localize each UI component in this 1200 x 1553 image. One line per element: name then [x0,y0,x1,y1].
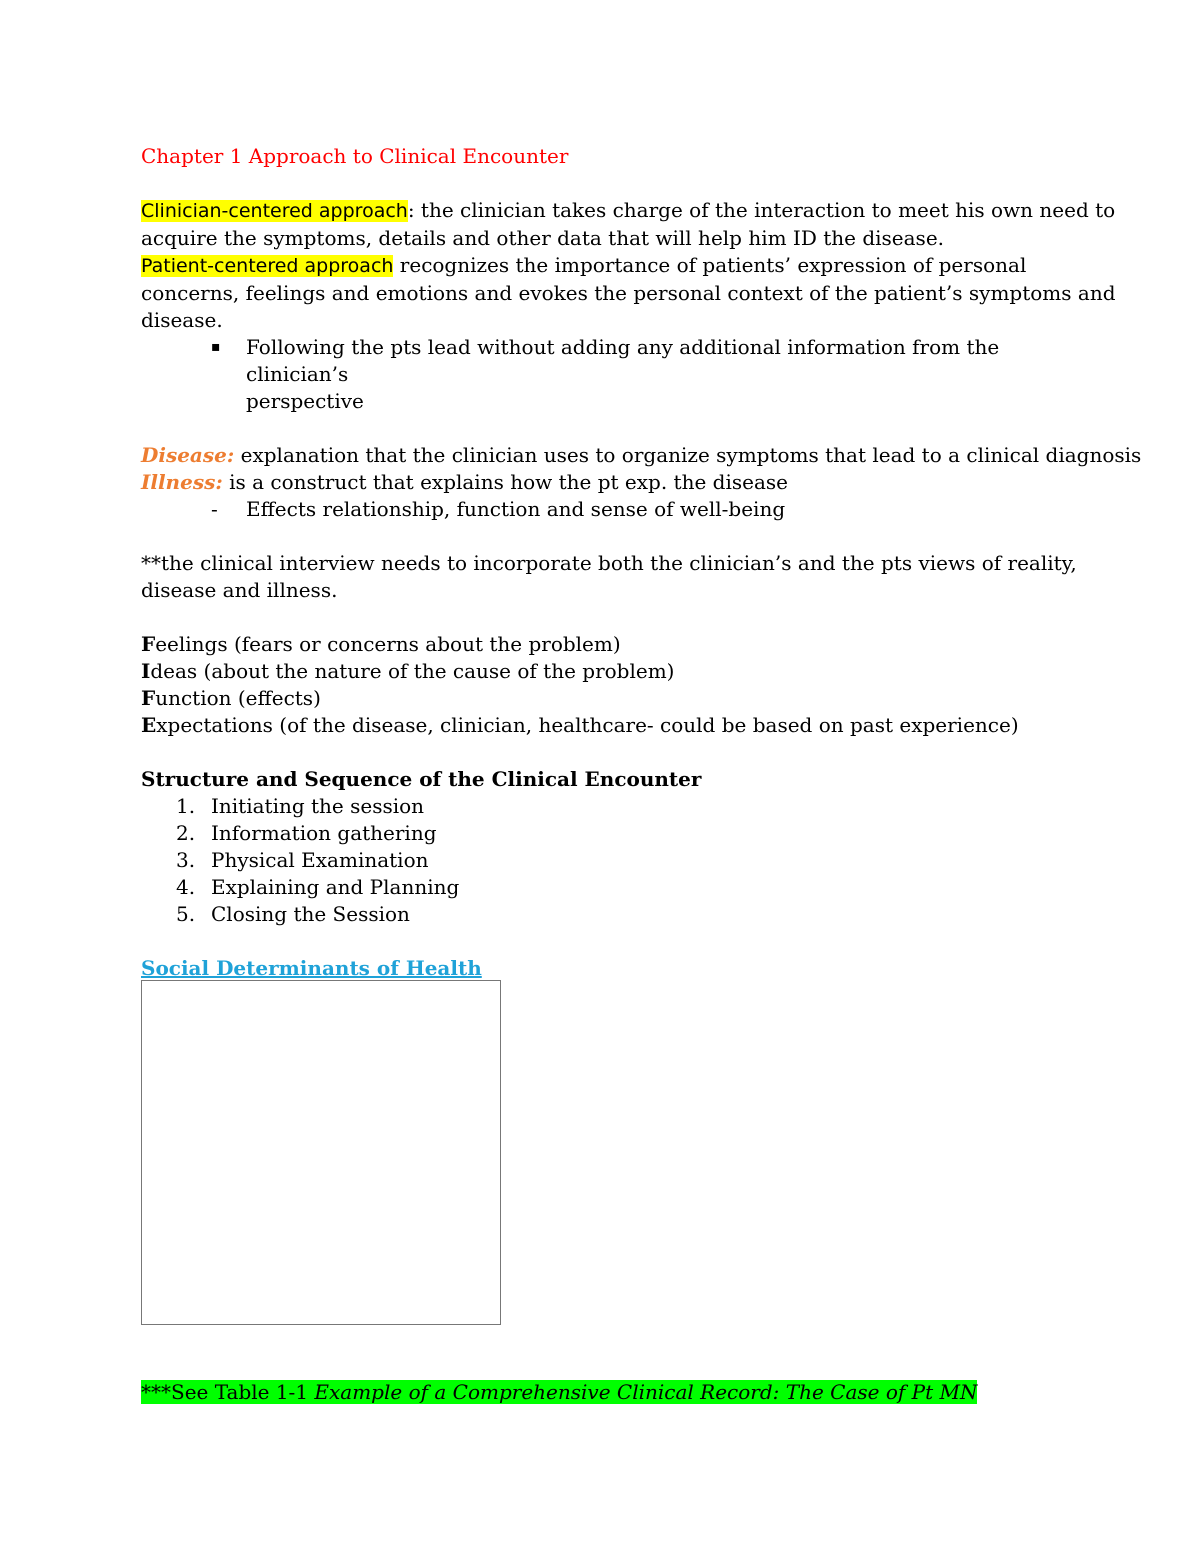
table-reference-prefix: ***See Table 1-1 [141,1380,315,1404]
table-reference [141,1379,977,1406]
clinician-centered-text-2: acquire the symptoms, details and other data that will help him ID the disease. [141,226,945,250]
patient-centered-text-2: concerns, feelings and emotions and evokes the personal context of the patient’s symptoms and [141,281,1116,305]
dash-bullet-icon: - [211,497,218,521]
document-body [141,143,1142,982]
fife-letter: E [141,713,157,737]
spacer [141,170,1071,197]
list-number: 4. [176,875,196,899]
note-line-2: disease and illness. [141,578,338,602]
patient-centered-term: Patient-centered approach [141,255,394,277]
clinician-centered-term: Clinician-centered approach [141,200,408,222]
disease-definition [141,442,1142,469]
list-number: 1. [176,794,196,818]
chapter-title: Chapter 1 Approach to Clinical Encounter [141,144,569,168]
list-item [141,820,1071,847]
spacer [141,415,1071,442]
fife-rest: unction (effects) [155,686,321,710]
illness-bullet-text: Effects relationship, function and sense of well-being [246,497,786,521]
table-reference-title: Example of a Comprehensive Clinical Record: The Case of Pt MN [314,1380,978,1404]
patient-centered-text-1: recognizes the importance of patients’ expression of personal [393,253,1027,277]
illness-text: is a construct that explains how the pt exp. the disease [222,470,788,494]
disease-term: Disease: [141,443,235,467]
structure-heading: Structure and Sequence of the Clinical Encounter [141,767,702,791]
list-number: 2. [176,821,196,845]
list-item [141,874,1071,901]
spacer [141,523,1071,550]
social-determinants-row [141,955,1071,982]
list-label: Initiating the session [211,794,425,818]
fife-rest: eelings (fears or concerns about the problem) [155,632,621,656]
patient-bullet-line-1: Following the pts lead without adding any additional information from the clinician’s [246,335,1000,386]
table-reference-highlight [141,1380,977,1404]
list-number: 5. [176,902,196,926]
clinician-centered-paragraph [141,197,1116,225]
social-determinants-link[interactable]: Social Determinants of Health [141,956,482,980]
illness-bullet [141,496,1071,523]
patient-bullet [141,334,1071,415]
disease-text: explanation that the clinician uses to organize symptoms that lead to a clinical diagnosis [234,443,1142,467]
square-bullet-icon: ▪ [211,339,221,355]
fife-rest: xpectations (of the disease, clinician, healthcare- could be based on past experience) [156,713,1019,737]
fife-function [141,685,1071,712]
patient-bullet-line-2: perspective [246,389,364,413]
spacer [141,739,1071,766]
note-line-1: **the clinical interview needs to incorporate both the clinician’s and the pts views of reality, [141,551,1077,575]
patient-centered-text-3: disease. [141,308,223,332]
fife-letter: F [141,686,156,710]
fife-feelings [141,631,1071,658]
fife-expectations [141,712,1071,739]
fife-letter: F [141,632,156,656]
patient-bullet-text [246,334,1071,415]
list-label: Physical Examination [211,848,429,872]
clinician-centered-text-1: : the clinician takes charge of the interaction to meet his own need to [407,198,1116,222]
image-placeholder [141,980,501,1325]
list-label: Explaining and Planning [211,875,460,899]
list-label: Information gathering [211,821,437,845]
spacer [141,928,1071,955]
list-item [141,901,1071,928]
list-item [141,793,1071,820]
fife-ideas [141,658,1071,685]
list-number: 3. [176,848,196,872]
patient-centered-paragraph [141,252,1071,280]
spacer [141,604,1071,631]
list-item [141,847,1071,874]
fife-rest: deas (about the nature of the cause of the problem) [150,659,675,683]
fife-letter: I [141,659,151,683]
list-label: Closing the Session [211,902,410,926]
illness-definition [141,469,1071,496]
illness-term: Illness: [141,470,223,494]
